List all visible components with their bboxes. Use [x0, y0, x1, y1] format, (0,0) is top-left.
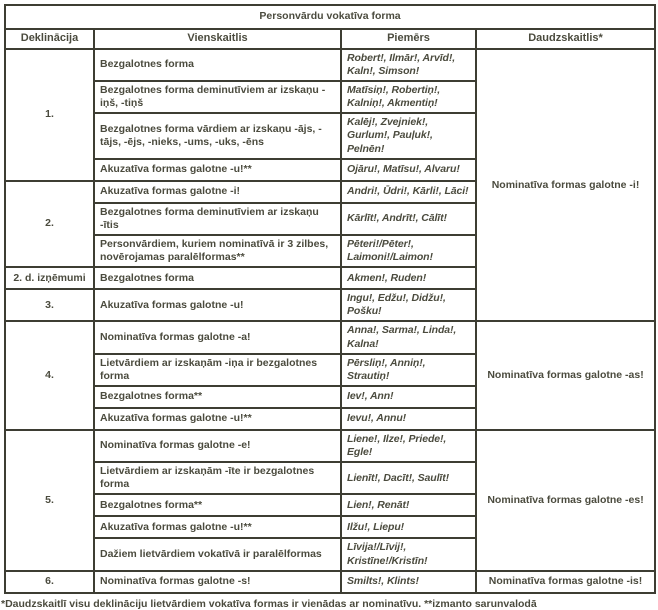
- column-header-singular: Vienskaitlis: [94, 29, 341, 49]
- cell-examples: Smilts!, Klints!: [341, 571, 476, 593]
- cell-form: Lietvārdiem ar izskaņām -iņa ir bezgalotnes forma: [94, 354, 341, 386]
- column-header-example: Piemērs: [341, 29, 476, 49]
- cell-examples: Pēteri!/Pēter!, Laimoni!/Laimon!: [341, 235, 476, 267]
- cell-form: Akuzatīva formas galotne -u!**: [94, 516, 341, 538]
- cell-examples: Ingu!, Edžu!, Didžu!, Pošku!: [341, 289, 476, 321]
- cell-examples: Andri!, Ūdri!, Kārli!, Lāci!: [341, 181, 476, 203]
- cell-declension: 2.: [5, 181, 94, 268]
- cell-examples: Līvija!/Līvij!, Kristīne!/Kristīn!: [341, 538, 476, 570]
- cell-form: Bezgalotnes forma**: [94, 386, 341, 408]
- cell-examples: Pērsliņ!, Anniņ!, Strautiņ!: [341, 354, 476, 386]
- cell-form: Bezgalotnes forma**: [94, 494, 341, 516]
- cell-form: Dažiem lietvārdiem vokatīvā ir paralēlformas: [94, 538, 341, 570]
- title-row: [5, 5, 655, 29]
- cell-form: Akuzatīva formas galotne -u!: [94, 289, 341, 321]
- cell-declension: 2. d. izņēmumi: [5, 267, 94, 289]
- column-header-declension: Deklinācija: [5, 29, 94, 49]
- column-header-plural: Daudzskaitlis*: [476, 29, 655, 49]
- cell-form: Personvārdiem, kuriem nominatīvā ir 3 zilbes, novērojamas paralēlformas**: [94, 235, 341, 267]
- page-title: Personvārdu vokatīva forma: [5, 5, 655, 29]
- cell-examples: Akmen!, Ruden!: [341, 267, 476, 289]
- cell-form: Nominatīva formas galotne -s!: [94, 571, 341, 593]
- cell-declension: 5.: [5, 430, 94, 571]
- cell-plural: Nominatīva formas galotne -as!: [476, 321, 655, 430]
- cell-form: Akuzatīva formas galotne -u!**: [94, 159, 341, 181]
- cell-examples: Ilžu!, Liepu!: [341, 516, 476, 538]
- cell-form: Akuzatīva formas galotne -i!: [94, 181, 341, 203]
- cell-form: Bezgalotnes forma: [94, 267, 341, 289]
- cell-examples: Liene!, Ilze!, Priede!, Egle!: [341, 430, 476, 462]
- cell-plural: Nominatīva formas galotne -i!: [476, 49, 655, 322]
- cell-declension: 4.: [5, 321, 94, 430]
- table-row: [5, 321, 655, 353]
- cell-form: Bezgalotnes forma deminutīviem ar izskaņu -iņš, -tiņš: [94, 81, 341, 113]
- cell-examples: Robert!, Ilmār!, Arvīd!, Kaln!, Simson!: [341, 49, 476, 81]
- cell-form: Lietvārdiem ar izskaņām -īte ir bezgalotnes forma: [94, 462, 341, 494]
- cell-examples: Lien!, Renāt!: [341, 494, 476, 516]
- cell-plural: Nominatīva formas galotne -es!: [476, 430, 655, 571]
- header-row: [5, 29, 655, 49]
- cell-examples: Matīsiņ!, Robertiņ!, Kalniņ!, Akmentiņ!: [341, 81, 476, 113]
- table-row: [5, 430, 655, 462]
- cell-form: Nominatīva formas galotne -a!: [94, 321, 341, 353]
- cell-examples: Ievu!, Annu!: [341, 408, 476, 430]
- cell-declension: 3.: [5, 289, 94, 321]
- cell-declension: 6.: [5, 571, 94, 593]
- cell-examples: Ojāru!, Matīsu!, Alvaru!: [341, 159, 476, 181]
- cell-form: Bezgalotnes forma deminutīviem ar izskaņu -ītis: [94, 203, 341, 235]
- table-row: [5, 571, 655, 593]
- cell-form: Bezgalotnes forma: [94, 49, 341, 81]
- cell-examples: Iev!, Ann!: [341, 386, 476, 408]
- cell-form: Akuzatīva formas galotne -u!**: [94, 408, 341, 430]
- cell-plural: Nominatīva formas galotne -is!: [476, 571, 655, 593]
- table-row: [5, 49, 655, 81]
- cell-form: Bezgalotnes forma vārdiem ar izskaņu -ājs, -tājs, -ējs, -nieks, -ums, -uks, -ēns: [94, 113, 341, 158]
- cell-form: Nominatīva formas galotne -e!: [94, 430, 341, 462]
- cell-examples: Kalēj!, Zvejniek!, Gurlum!, Pauļuk!, Pelnēn!: [341, 113, 476, 158]
- cell-examples: Anna!, Sarma!, Linda!, Kalna!: [341, 321, 476, 353]
- cell-examples: Lienīt!, Dacīt!, Saulīt!: [341, 462, 476, 494]
- vocative-forms-table: [4, 4, 656, 594]
- cell-examples: Kārlīt!, Andrīt!, Cālīt!: [341, 203, 476, 235]
- cell-declension: 1.: [5, 49, 94, 181]
- footnote: *Daudzskaitlī visu deklināciju lietvārdiem vokatīva formas ir vienādas ar nominatīvu. **izmanto sarunvalodā: [1, 597, 537, 610]
